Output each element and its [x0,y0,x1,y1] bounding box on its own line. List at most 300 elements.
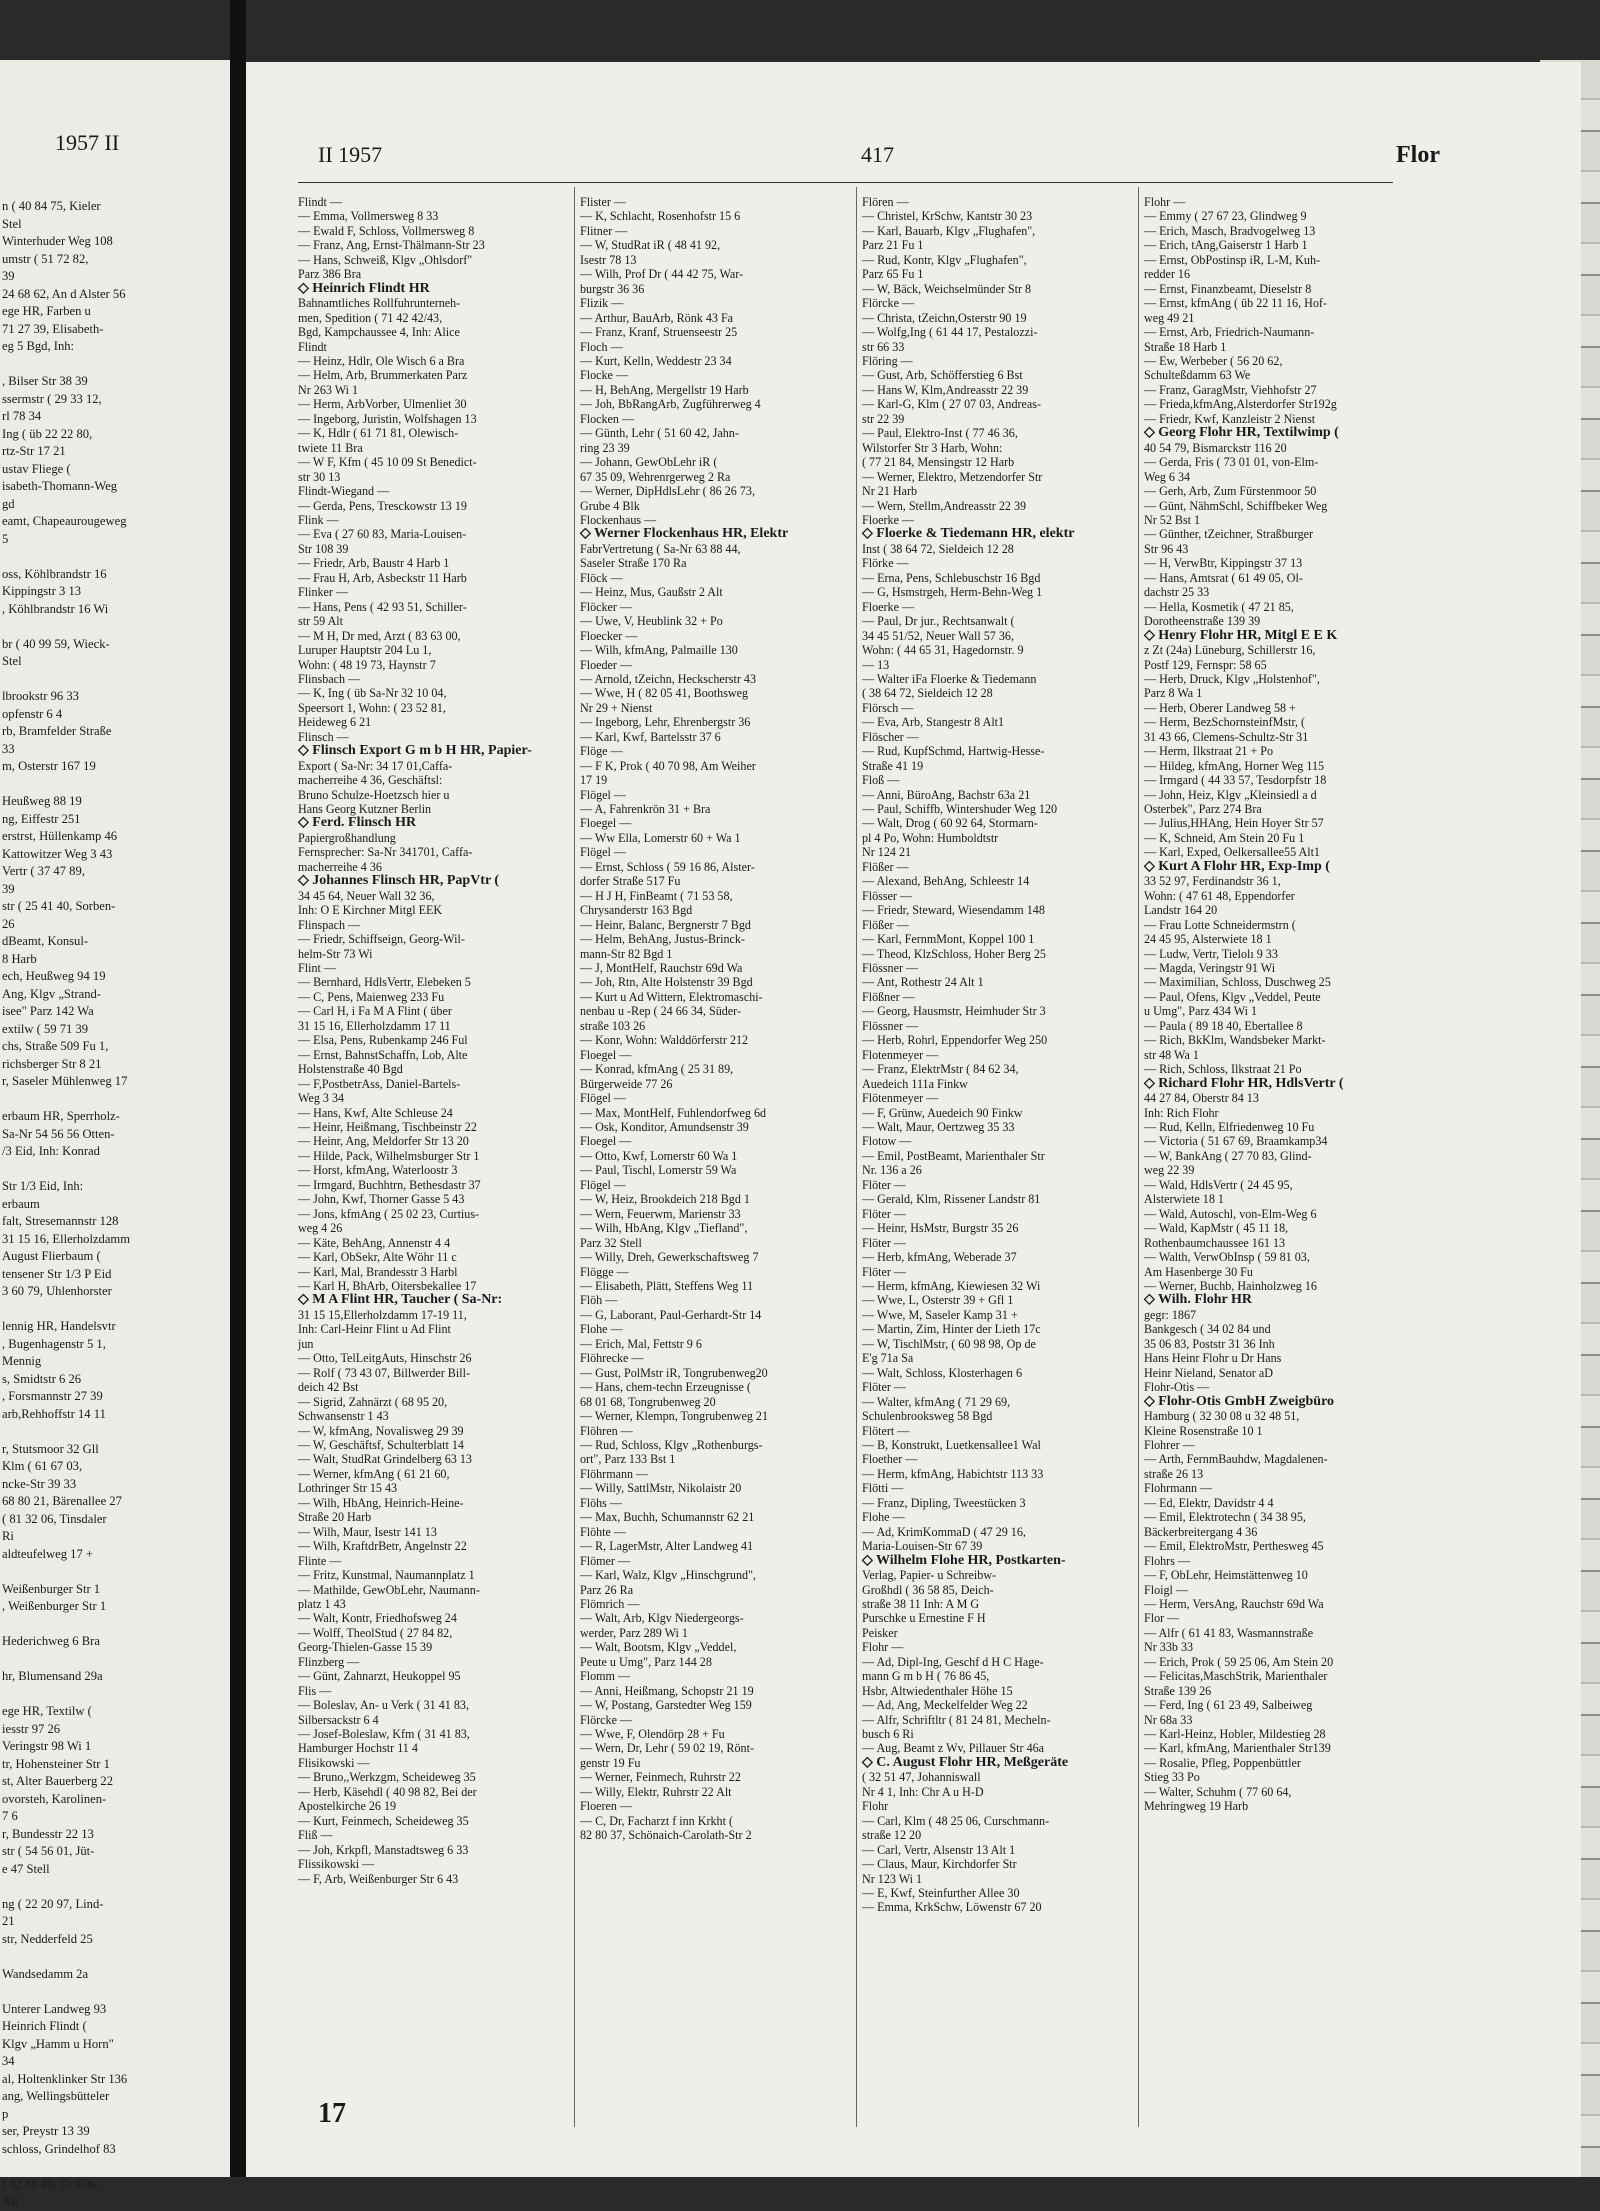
directory-entry-line: Parz 26 Ra [580,1582,634,1597]
directory-entry-line: — Claus, Maur, Kirchdorfer Str [862,1857,1017,1872]
page-folio: 417 [861,142,894,167]
directory-entry-line: — Konr, Wohn: Walddörferstr 212 [580,1033,749,1048]
directory-entry-line: 31 43 66, Clemens-Schultz-Str 31 [1144,729,1309,744]
directory-entry-line: Inst ( 38 64 72, Sieldeich 12 28 [862,541,1014,556]
directory-entry-line: Flohrs — [1144,1553,1191,1568]
facing-page-line: tr, Hohensteiner Str 1 [2,1756,110,1771]
directory-entry-line: — Werner, Elektro, Metzendorfer Str [862,469,1043,484]
directory-entry-line: Schulteßdamm 63 We [1144,368,1251,383]
directory-entry-line: Kleine Rosenstraße 10 1 [1144,1423,1263,1438]
facing-page-line [2,1686,220,1704]
directory-entry-line: Floß — [862,773,900,788]
directory-entry-line: Flöhrmann — [580,1466,649,1481]
directory-entry-line: — Horst, kfmAng, Waterloostr 3 [298,1163,458,1178]
facing-page-line: Ing ( üb 22 22 80, [2,426,93,441]
directory-entry-line: — F, ObLehr, Heimstättenweg 10 [1144,1568,1308,1583]
facing-page-line: isee" Parz 142 Wa [2,1004,94,1018]
directory-entry-line: Flössner — [862,1018,919,1033]
directory-entry-line: Flörsch — [862,700,914,715]
directory-entry-line: weg 4 26 [298,1221,343,1236]
directory-entry-line: Flöh — [580,1293,618,1308]
directory-entry-line: Flohr — [862,1640,904,1655]
facing-page-line [2,356,220,374]
directory-entry-line: — Karl H, BhArb, Oitersbekallee 17 [298,1278,477,1293]
facing-page-line: erbaum [2,1196,40,1211]
directory-entry-line: Bgd, Kampchaussee 4, Inh: Alice [298,325,460,340]
directory-entry-line: — Walter iFa Floerke & Tiedemann [862,671,1037,686]
directory-entry-line: — Mathilde, GewObLehr, Naumann- [298,1582,480,1597]
directory-entry-line: — Osk, Konditor, Amundsenstr 39 [580,1120,749,1134]
directory-entry-line: Fliß — [298,1828,333,1843]
directory-entry-line: Flössner — [862,961,919,976]
directory-entry-line: Flöcker — [580,599,633,614]
directory-entry-line: — Herm, kfmAng, Kiewiesen 32 Wi [862,1278,1041,1293]
directory-entry-line: straße 12 20 [862,1828,922,1843]
directory-entry-line: Flotow — [862,1134,912,1149]
directory-entry-line: Nr. 136 a 26 [862,1163,922,1178]
directory-entry-line: Inh: Rich Flohr [1144,1105,1219,1120]
directory-entry-line: — Arnold, tZeichn, Heckscherstr 43 [580,671,756,686]
directory-column-2 [580,195,848,2145]
facing-page-line [2,1563,220,1581]
directory-entry-line: — F,PostbetrAss, Daniel-Bartels- [298,1076,461,1091]
directory-entry-line: — Ad, KrimKommaD ( 47 29 16, [862,1524,1026,1539]
running-head [246,142,1581,182]
directory-entry-line: — Alexand, BehAng, Schleestr 14 [862,874,1030,889]
directory-entry-line: — B, Konstrukt, Luetkensallee1 Wal [862,1437,1041,1452]
directory-entry-line: — Herb, Oberer Landweg 58 + [1144,700,1296,715]
directory-entry-line: Dorotheenstraße 139 39 [1144,614,1261,629]
directory-entry-line: — Werner, Klempn, Tongrubenweg 21 [580,1409,769,1424]
directory-entry-line: — Helm, Arb, Brummerkaten Parz [298,368,468,383]
directory-entry-line: — Georg, Hausmstr, Heimhuder Str 3 [862,1004,1046,1019]
facing-page-line: arb,Rehhoffstr 14 11 [2,1406,106,1421]
directory-entry-line: 34 45 51/52, Neuer Wall 57 36, [862,628,1014,643]
directory-entry-line: — Rolf ( 73 43 07, Billwerder Bill- [298,1365,470,1380]
directory-entry-line: — Wilh, Maur, Isestr 141 13 [298,1524,437,1539]
directory-entry-line: Flinte — [298,1553,342,1568]
directory-entry-line: weg 22 39 [1144,1163,1195,1178]
directory-entry-line: 34 45 64, Neuer Wall 32 36, [298,888,435,903]
directory-entry-line: Flöring — [862,353,913,368]
facing-page-line: r, Stutsmoor 32 Gll [2,1441,99,1456]
directory-entry-line: — Carl, Vertr, Alsenstr 13 Alt 1 [862,1842,1016,1857]
directory-entry-line: Flohr [862,1799,889,1814]
directory-entry-line: gegr: 1867 [1144,1307,1197,1322]
directory-entry-line: 40 54 79, Bismarckstr 116 20 [1144,440,1287,455]
directory-entry-line: — Max, Buchh, Schumannstr 62 21 [580,1510,755,1525]
directory-entry-line: mann-Str 82 Bgd 1 [580,946,673,961]
directory-entry-line: — Karl, Exped, Oelkersallee55 Alt1 [1144,845,1320,860]
facing-page-line [2,1301,220,1319]
directory-entry-line: — Emil, PostBeamt, Marienthaler Str [862,1148,1045,1163]
directory-entry-line: Straße 41 19 [862,758,924,773]
directory-entry-line: — Kurt, Kelln, Weddestr 23 34 [580,353,732,368]
directory-entry-line: — Werner, DipHdlsLehr ( 86 26 73, [580,484,755,499]
directory-entry-line: 35 06 83, Poststr 31 36 Inh [1144,1336,1275,1351]
directory-entry-line: — Hella, Kosmetik ( 47 21 85, [1144,599,1294,614]
directory-entry-line: — Erich, Mal, Fettstr 9 6 [580,1336,702,1351]
header-rule [298,182,1393,183]
directory-entry-line: Papiergroßhandlung [298,830,396,845]
facing-page-text [2,198,220,2211]
directory-entry-line: — Emmy ( 27 67 23, Glindweg 9 [1144,209,1307,224]
directory-entry-line: — Gerald, Klm, Rissener Landstr 81 [862,1192,1041,1207]
directory-entry-line: — Wern, Feuerwm, Marienstr 33 [580,1206,741,1221]
facing-page-line: , Bilser Str 38 39 [2,374,88,388]
directory-entry-line: — Wwe, L, Osterstr 39 + Gfl 1 [862,1293,1014,1308]
directory-entry-line: — Ernst, Schloss ( 59 16 86, Alster- [580,859,755,874]
directory-entry-line: Flohe — [862,1510,905,1525]
directory-entry-line: Flöter — [862,1235,907,1250]
business-entry-line: ◇ Werner Flockenhaus HR, Elektr [580,526,789,542]
directory-entry-line: — W, Postang, Garstedter Weg 159 [580,1698,752,1713]
directory-entry-line: u Umg", Parz 434 Wi 1 [1144,1004,1258,1019]
facing-page-line: Veringstr 98 Wi 1 [2,1739,92,1753]
facing-page-line [2,1616,220,1634]
directory-entry-line: Inh: Carl-Heinr Flint u Ad Flint [298,1322,451,1337]
directory-entry-line: — Heinr, Ang, Meldorfer Str 13 20 [298,1134,469,1149]
directory-entry-line: — Wwe, H ( 82 05 41, Boothsweg [580,686,749,701]
directory-entry-line: — Wald, KapMstr ( 45 11 18, [1144,1221,1289,1236]
directory-entry-line: — Walt, Arb, Klgv Niedergeorgs- [580,1611,744,1626]
facing-page-line: lbrookstr 96 33 [2,689,79,703]
directory-entry-line: Flöhte — [580,1524,627,1539]
facing-page-line: rl 78 34 [2,409,42,423]
facing-page-line: isabeth-Thomann-Weg [2,479,118,493]
directory-entry-line: — F, Arb, Weißenburger Str 6 43 [298,1871,459,1886]
directory-entry-line: Nr 33b 33 [1144,1640,1194,1655]
facing-page-line: 26 [2,916,15,931]
directory-entry-line: 24 45 95, Alsterwiete 18 1 [1144,932,1272,947]
directory-entry-line: — Eva ( 27 60 83, Maria-Louisen- [298,527,467,542]
directory-entry-line: macherreihe 4 36, Geschäftsl: [298,773,443,788]
directory-entry-line: Speersort 1, Wohn: ( 23 52 81, [298,700,446,715]
facing-page-line: gd [2,496,15,511]
business-entry-line: ◇ Wilh. Flohr HR [1144,1292,1253,1308]
directory-entry-line: — 13 [862,657,890,672]
facing-page-line: Unterer Landweg 93 [2,2001,107,2016]
directory-entry-line: — Frau Lotte Schneidermstrn ( [1144,917,1296,932]
directory-entry-line: 31 15 16, Ellerholzdamm 17 11 [298,1018,451,1033]
directory-entry-line: Flören — [862,195,909,209]
directory-entry-line: — Kurt u Ad Wittern, Elektromaschi- [580,989,763,1004]
facing-page-line: Klm ( 61 67 03, [2,1459,83,1473]
directory-entry-line: Weg 6 34 [1144,469,1191,484]
directory-entry-line: Nr 68a 33 [1144,1712,1193,1727]
directory-entry-line: — Bruno,,Werkzgm, Scheideweg 35 [298,1770,476,1785]
directory-entry-line: — W, Bäck, Weichselmünder Str 8 [862,281,1032,296]
directory-entry-line: — Ernst, Arb, Friedrich-Naumann- [1144,325,1315,340]
directory-entry-line: Flinker — [298,585,349,600]
directory-entry-line: — Günther, tZeichner, Straßburger [1144,527,1314,542]
directory-entry-line: Flöhrecke — [580,1351,644,1366]
directory-entry-line: — Hildeg, kfmAng, Horner Weg 115 [1144,758,1325,773]
directory-entry-line: — Wern, Stellm,Andreasstr 22 39 [862,498,1027,513]
directory-entry-line: — Herb, Druck, Klgv „Holstenhof", [1144,671,1320,686]
directory-entry-line: — Karl, Mal, Brandesstr 3 Harbl [298,1264,458,1279]
directory-entry-line: — Walt, Maur, Oertzweg 35 33 [862,1120,1015,1134]
directory-entry-line: — Anni, BüroAng, Bachstr 63a 21 [862,787,1031,802]
facing-page-line: Vertr ( 37 47 89, [2,864,85,878]
directory-entry-line: Bahnamtliches Rollfuhrunterneh- [298,296,461,311]
facing-page-line: opfenstr 6 4 [2,706,63,721]
facing-page-line: tensener Str 1/3 P Eid [2,1266,112,1281]
directory-entry-line: — Franz, GaragMstr, Viehhofstr 27 [1144,382,1317,397]
directory-entry-line: Straße 18 Harb 1 [1144,339,1227,354]
directory-entry-line: — R, LagerMstr, Alter Landweg 41 [580,1539,754,1554]
directory-entry-line: — Christa, tZeichn,Osterstr 90 19 [862,310,1027,325]
directory-entry-line: Hamburg ( 32 30 08 u 32 48 51, [1144,1409,1300,1424]
running-head-year: II 1957 [318,142,383,167]
facing-page-line [2,671,220,689]
facing-page-line: ege HR, Farben u [2,304,91,318]
facing-page-line: Hederichweg 6 Bra [2,1634,100,1648]
directory-entry-line: — H, BehAng, Mergellstr 19 Harb [580,382,749,397]
directory-entry-line: — Willy, Elektr, Ruhrstr 22 Alt [580,1784,732,1799]
facing-page-line: s, Smidtstr 6 26 [2,1371,82,1386]
directory-entry-line: Flömrich — [580,1596,640,1611]
directory-entry-line: Flögel — [580,787,627,802]
facing-page-line: aldteufelweg 17 + [2,1546,94,1561]
signature-number: 17 [318,2098,346,2129]
business-entry-line: ◇ Richard Flohr HR, HdlsVertr ( [1144,1075,1344,1091]
directory-entry-line: — Felicitas,MaschStrik, Marienthaler [1144,1669,1328,1684]
directory-entry-line: — K, Ing ( üb Sa-Nr 32 10 04, [298,686,447,701]
facing-page-line: schloss, Grindelhof 83 [2,2141,116,2156]
directory-entry-line: genstr 19 Fu [580,1755,641,1770]
directory-entry-line: — Bernhard, HdlsVertr, Elebeken 5 [298,975,471,990]
directory-entry-line: — H, VerwBtr, Kippingstr 37 13 [1144,556,1303,571]
business-entry-line: ◇ Ferd. Flinsch HR [298,815,417,831]
directory-entry-line: Schulenbrooksweg 58 Bgd [862,1409,993,1424]
directory-entry-line: — Joh, BbRangArb, Zugführerweg 4 [580,397,761,412]
directory-entry-line: — Walt, Drog ( 60 92 64, Stormarn- [862,816,1038,831]
directory-entry-line: Maria-Louisen-Str 67 39 [862,1539,983,1554]
facing-page-line: n ( 40 84 75, Kieler [2,199,101,213]
directory-entry-line: ( 38 64 72, Sieldeich 12 28 [862,686,993,701]
directory-entry-line: — Ewald F, Schloss, Vollmersweg 8 [298,223,475,238]
facing-page-line: iesstr 97 26 [2,1721,61,1736]
facing-page-line: ustav Fliege ( [2,461,71,476]
directory-entry-line: Georg-Thielen-Gasse 15 39 [298,1640,433,1655]
directory-entry-line: mann G m b H ( 76 86 45, [862,1669,990,1684]
directory-entry-line: Flöter — [862,1177,907,1192]
facing-page-line: Sa-Nr 54 56 56 Otten- [2,1126,115,1141]
directory-entry-line: Flitner — [580,223,628,238]
directory-entry-line: Floeren — [580,1799,633,1814]
facing-page-line: richsberger Str 8 21 [2,1056,102,1071]
facing-page-line: 24 68 62, An d Alster 56 [2,286,126,301]
facing-page-line: ( 81 32 06, Tinsdaler [2,1511,107,1526]
facing-page-line: erbaum HR, Sperrholz- [2,1109,120,1123]
directory-entry-line: — Erich, Prok ( 59 25 06, Am Stein 20 [1144,1654,1334,1669]
directory-entry-line: str 59 Alt [298,614,344,629]
facing-page-header: 1957 II [55,130,120,155]
directory-entry-line: — Alfr ( 61 41 83, Wasmannstraße [1144,1625,1314,1640]
directory-entry-line: — Jons, kfmAng ( 25 02 23, Curtius- [298,1206,480,1221]
directory-entry-line: Straße 20 Harb [298,1510,372,1525]
directory-entry-line: Wohn: ( 48 19 73, Haynstr 7 [298,657,436,672]
directory-entry-line: — W, Geschäftsf, Schulterblatt 14 [298,1437,464,1452]
column-divider [1138,187,1139,2127]
directory-entry-line: — Walter, kfmAng ( 71 29 69, [862,1394,1011,1409]
facing-page-line: e 47 Stell [2,1861,50,1876]
directory-entry-line: — G, Hsmstrgeh, Herm-Behn-Weg 1 [862,585,1043,600]
directory-entry-line: Flöge — [580,744,623,759]
facing-page-line: st, Alter Bauerberg 22 [2,1774,113,1788]
directory-entry-line: — Günt, Zahnarzt, Heukoppel 95 [298,1669,461,1684]
directory-entry-line: Saseler Straße 170 Ra [580,556,687,571]
directory-entry-line: — Magda, Veringstr 91 Wi [1144,961,1276,976]
directory-entry-line: — Walt, Kontr, Friedhofsweg 24 [298,1611,457,1626]
directory-entry-line: — Rosalie, Pfleg, Poppenbüttler [1144,1755,1301,1770]
facing-page-line: Heinrich Flindt ( [2,2019,87,2033]
directory-entry-line: Hsbr, Altwiedenthaler Höhe 15 [862,1683,1013,1698]
facing-page-line [2,1423,220,1441]
directory-entry-line: — Johann, GewObLehr iR ( [580,455,718,470]
directory-entry-line: Flor — [1144,1611,1180,1626]
facing-page-line: ege HR, Textilw ( [2,1704,92,1718]
directory-entry-line: 82 80 37, Schönaich-Carolath-Str 2 [580,1828,752,1843]
directory-entry-line: — Rud, Kontr, Klgv „Flughafen", [862,252,1027,267]
directory-entry-line: Flocken — [580,411,635,426]
directory-entry-line: Flisikowski — [298,1755,370,1770]
directory-entry-line: — Rich, BkKlm, Wandsbeker Markt- [1144,1033,1326,1048]
directory-entry-line: Floerke — [862,512,915,527]
facing-page-line: 5 [2,531,9,546]
directory-entry-line: — Josef-Boleslaw, Kfm ( 31 41 83, [298,1727,470,1742]
business-entry-line: ◇ Wilhelm Flohe HR, Postkarten- [862,1552,1066,1568]
directory-entry-line: — Walt, Bootsm, Klgv „Veddel, [580,1640,737,1655]
directory-entry-line: Nr 52 Bst 1 [1144,512,1201,527]
directory-entry-line: — Wald, Autoschl, von-Elm-Weg 6 [1144,1206,1317,1221]
directory-entry-line: — Ad, Ang, Meckelfelder Weg 22 [862,1698,1028,1713]
directory-entry-line: — John, Heiz, Klgv „Kleinsiedl a d [1144,787,1317,802]
directory-entry-line: burgstr 36 36 [580,281,645,296]
directory-entry-line: — Paul, Ofens, Klgv „Veddel, Peute [1144,989,1321,1004]
directory-entry-line: Peute u Umg", Parz 144 28 [580,1654,712,1669]
directory-entry-line: — Wwe, F, Olendörp 28 + Fu [580,1727,725,1742]
directory-entry-line: — Paul, Tischl, Lomerstr 59 Wa [580,1163,737,1178]
directory-entry-line: 44 27 84, Oberstr 84 13 [1144,1091,1259,1106]
directory-entry-line: Flößner — [862,989,915,1004]
directory-entry-line: — Friedr, Arb, Baustr 4 Harb 1 [298,556,450,571]
directory-entry-line: Bürgerweide 77 26 [580,1076,673,1091]
business-entry-line: ◇ Floerke & Tiedemann HR, elektr [862,526,1075,542]
directory-entry-line: — G, Laborant, Paul-Gerhardt-Str 14 [580,1307,762,1322]
directory-entry-line: Floegel — [580,816,632,831]
directory-entry-line: — Wolfg,Ing ( 61 44 17, Pestalozzi- [862,325,1038,340]
directory-entry-line: deich 42 Bst [298,1380,359,1395]
directory-entry-line: — Paula ( 89 18 40, Ebertallee 8 [1144,1018,1303,1033]
directory-entry-line: Rothenbaumchaussee 161 13 [1144,1235,1286,1250]
facing-page-line: str ( 54 56 01, Jüt- [2,1844,95,1858]
directory-entry-line: — Paul, Dr jur., Rechtsanwalt ( [862,614,1015,629]
business-entry-line: ◇ Flohr-Otis GmbH Zweigbüro [1144,1393,1335,1409]
facing-page-line: Stel [2,216,22,231]
directory-entry-line: jun [298,1336,314,1351]
directory-entry-line: — W, kfmAng, Novalisweg 29 39 [298,1423,464,1438]
directory-entry-line: Floether — [862,1452,918,1467]
directory-entry-line: — Martin, Zim, Hinter der Lieth 17c [862,1322,1041,1337]
directory-entry-line: redder 16 [1144,267,1191,282]
facing-page-line [2,2158,220,2176]
directory-entry-line: — Werner, Feinmech, Ruhrstr 22 [580,1770,741,1785]
directory-entry-line: ring 23 39 [580,440,630,455]
directory-entry-line: Flöter — [862,1206,907,1221]
directory-entry-line: ( 77 21 84, Mensingstr 12 Harb [862,455,1015,470]
directory-entry-line: — F, Grünw, Auedeich 90 Finkw [862,1105,1023,1120]
directory-entry-line: — Elsa, Pens, Rubenkamp 246 Ful [298,1033,468,1048]
directory-entry-line: Flindt — [298,195,343,209]
directory-entry-line: Flöhren — [580,1423,633,1438]
directory-entry-line: — E, Kwf, Steinfurther Allee 30 [862,1886,1020,1901]
directory-entry-line: — Fritz, Kunstmal, Naumannplatz 1 [298,1568,475,1583]
directory-entry-line: — Irmgard, Buchhtrn, Bethesdastr 37 [298,1177,481,1192]
business-entry-line: ◇ Georg Flohr HR, Textilwimp ( [1144,425,1339,441]
facing-page-line: ( 42 88 40, Gr Elb- [2,2176,98,2191]
facing-page-line: , Forsmannstr 27 39 [2,1389,103,1403]
business-entry-line: ◇ Henry Flohr HR, Mitgl E E K [1144,627,1338,643]
directory-entry-line: — Konrad, kfmAng ( 25 31 89, [580,1062,734,1077]
directory-entry-line: Heideweg 6 21 [298,715,372,730]
directory-entry-line: — Wolff, TheolStud ( 27 84 82, [298,1625,453,1640]
directory-entry-line: — Frau H, Arb, Asbeckstr 11 Harb [298,570,467,585]
facing-page-line: lennig HR, Handelsvtr [2,1319,116,1333]
directory-entry-line: FabrVertretung ( Sa-Nr 63 88 44, [580,541,741,556]
directory-entry-line: — Karl, Walz, Klgv „Hinschgrund", [580,1568,757,1583]
directory-entry-line: Am Hasenberge 30 Fu [1144,1264,1253,1279]
directory-entry-line: Flinsbach — [298,671,361,686]
directory-entry-line: dachstr 25 33 [1144,585,1210,600]
facing-page-line: Winterhuder Weg 108 [2,234,113,248]
directory-entry-line: — Walth, VerwObInsp ( 59 81 03, [1144,1250,1310,1265]
facing-page-line: Heußweg 88 19 [2,794,82,808]
directory-entry-line: busch 6 Ri [862,1727,914,1742]
business-entry-line: ◇ M A Flint HR, Taucher ( Sa-Nr: [298,1292,503,1308]
facing-page-line: Wandsedamm 2a [2,1966,89,1981]
facing-page-line [2,1651,220,1669]
directory-entry-line: Flocke — [580,368,629,383]
directory-entry-line: Wilstorfer Str 3 Harb, Wohn: [862,440,1003,455]
directory-entry-line: Luruper Hauptstr 204 Lu 1, [298,643,432,658]
directory-entry-line: Flister — [580,195,627,209]
facing-page-line: 39 [2,269,15,283]
directory-entry-line: Heinr Nieland, Senator aD [1144,1365,1273,1380]
directory-entry-line: — John, Kwf, Thorner Gasse 5 43 [298,1192,465,1207]
directory-entry-line: — Wwe, M, Saseler Kamp 31 + [862,1307,1018,1322]
directory-entry-line: Floegel — [580,1134,632,1149]
directory-entry-line: Flörke — [862,556,909,571]
facing-page-line: rb, Bramfelder Straße [2,724,112,738]
directory-entry-line: — Heinr, Balanc, Bergnerstr 7 Bgd [580,917,751,932]
directory-entry-line: — Gerda, Pens, Tresckowstr 13 19 [298,498,467,513]
directory-entry-line: — Frieda,kfmAng,Alsterdorfer Str192g [1144,397,1337,412]
directory-entry-line: Flink — [298,512,339,527]
directory-entry-line: — W, BankAng ( 27 70 83, Glind- [1144,1148,1312,1163]
facing-page-line: str ( 25 41 40, Sorben- [2,899,116,913]
directory-entry-line: — Emil, Elektrotechn ( 34 38 95, [1144,1510,1306,1525]
directory-entry-line: — Arth, FernmBauhdw, Magdalenen- [1144,1452,1328,1467]
directory-entry-line: — Elisabeth, Plätt, Steffens Weg 11 [580,1278,754,1293]
facing-page-line: 39 [2,881,15,896]
directory-entry-line: — Irmgard ( 44 33 57, Tesdorpfstr 18 [1144,773,1327,788]
directory-entry-line: — Walt, Schloss, Klosterhagen 6 [862,1365,1023,1380]
directory-entry-line: Flömer — [580,1553,631,1568]
directory-entry-line: — Hilde, Pack, Wilhelmsburger Str 1 [298,1148,480,1163]
facing-page-line: August Flierbaum ( [2,1249,101,1263]
